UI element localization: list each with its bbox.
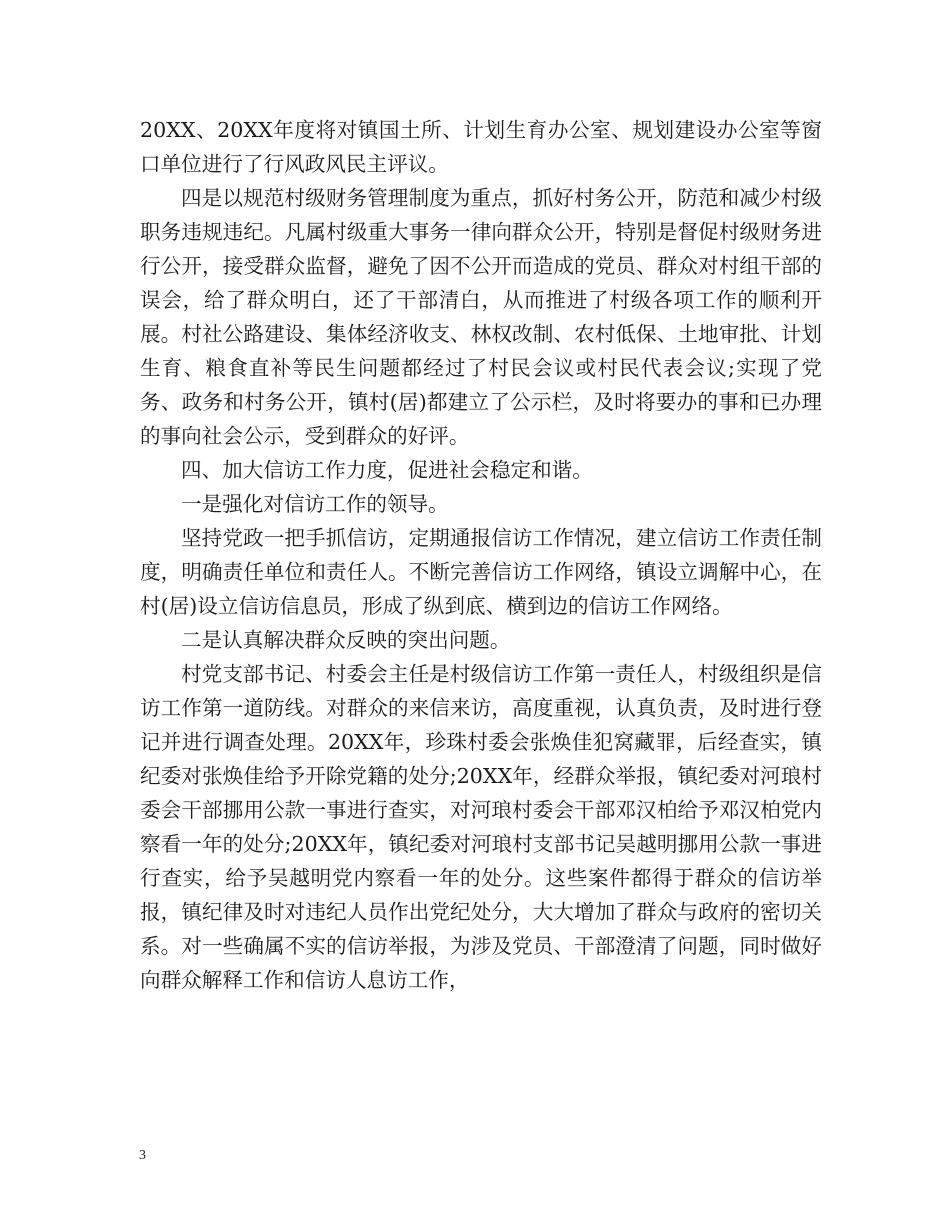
paragraph-1: 20XX、20XX年度将对镇国土所、计划生育办公室、规划建设办公室等窗口单位进行了行风政风民主评议。	[140, 118, 822, 176]
paragraph-5: 坚持党政一把手抓信访，定期通报信访工作情况，建立信访工作责任制度，明确责任单位和责任人。不断完善信访工作网络，镇设立调解中心，在村(居)设立信访信息员，形成了纵到底、横到边的信访工作网络。	[140, 526, 822, 618]
subheading-2: 二是认真解决群众反映的突出问题。	[181, 628, 511, 652]
section-heading-4: 四、加大信访工作力度，促进社会稳定和谐。	[181, 458, 593, 482]
subheading-1: 一是强化对信访工作的领导。	[181, 492, 449, 516]
page-number: 3	[139, 1148, 146, 1163]
document-body	[140, 113, 822, 997]
paragraph-7: 村党支部书记、村委会主任是村级信访工作第一责任人，村级组织是信访工作第一道防线。对群众的来信来访，高度重视，认真负责，及时进行登记并进行调查处理。20XX年，珍珠村委会张焕佳犯窝藏罪，后经查实，镇纪委对张焕佳给予开除党籍的处分;20XX年，经群众举报，镇纪委对河琅村委会干部挪用公款一事进行查实，对河琅村委会干部邓汉柏给予邓汉柏党内察看一年的处分;20XX年，镇纪委对河琅村支部书记吴越明挪用公款一事进行查实，给予吴越明党内察看一年的处分。这些案件都得于群众的信访举报，镇纪律及时对违纪人员作出党纪处分，大大增加了群众与政府的密切关系。对一些确属不实的信访举报，为涉及党员、干部澄清了问题，同时做好向群众解释工作和信访人息访工作，	[140, 662, 822, 992]
paragraph-2: 四是以规范村级财务管理制度为重点，抓好村务公开，防范和减少村级职务违规违纪。凡属村级重大事务一律向群众公开，特别是督促村级财务进行公开，接受群众监督，避免了因不公开而造成的党员、群众对村组干部的误会，给了群众明白，还了干部清白，从而推进了村级各项工作的顺利开展。村社公路建设、集体经济收支、林权改制、农村低保、土地审批、计划生育、粮食直补等民生问题都经过了村民会议或村民代表会议;实现了党务、政务和村务公开，镇村(居)都建立了公示栏，及时将要办的事和已办理的事向社会公示，受到群众的好评。	[140, 186, 822, 448]
